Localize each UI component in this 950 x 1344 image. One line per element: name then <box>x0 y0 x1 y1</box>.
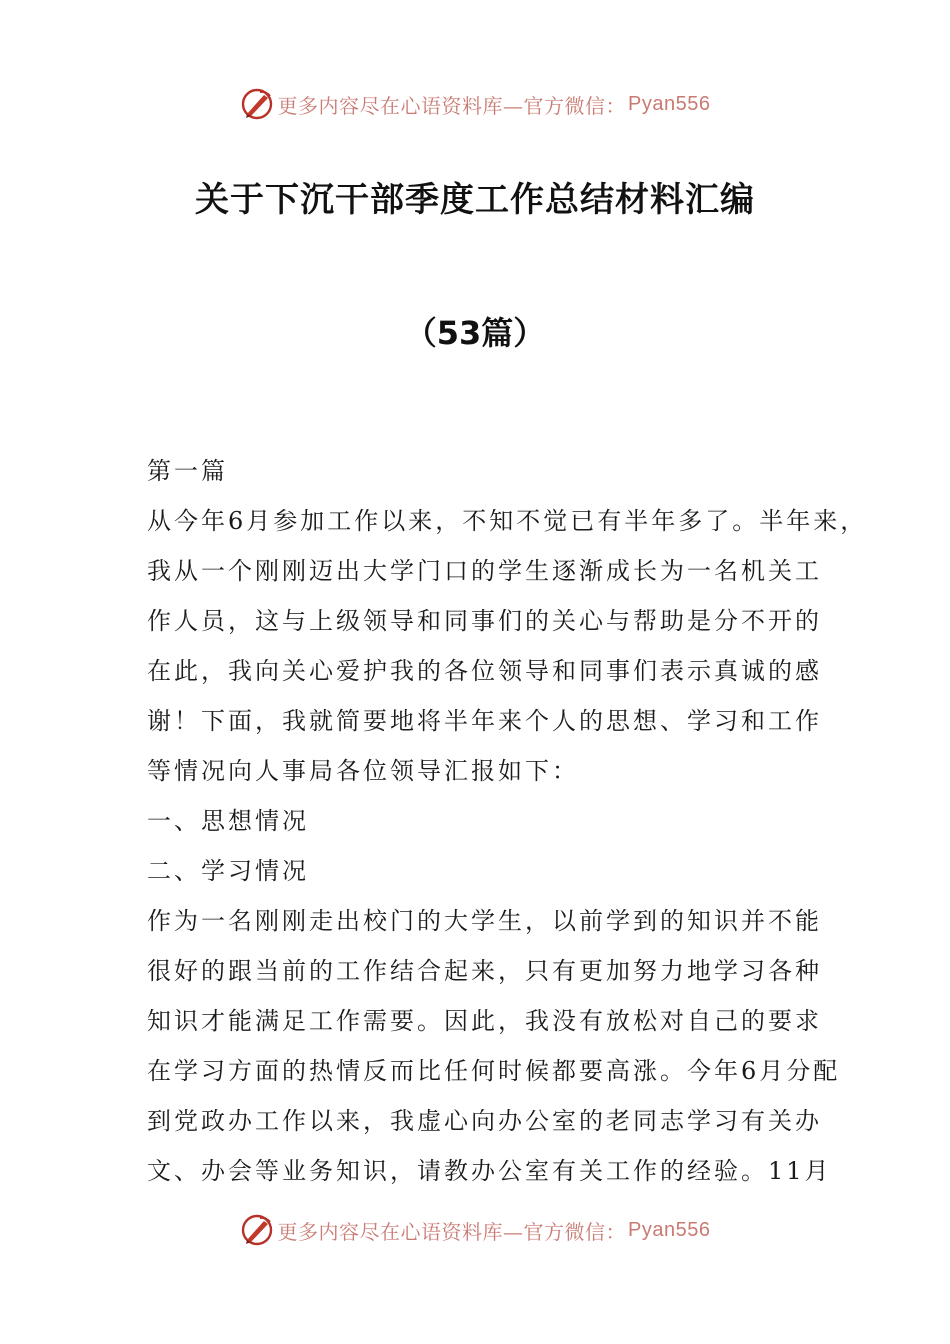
watermark-wechat-id: Pyan556 <box>628 1218 711 1241</box>
body-line: 第一篇 <box>147 457 228 485</box>
body-line: 等情况向人事局各位领导汇报如下： <box>147 757 579 785</box>
document-subtitle: （53篇） <box>404 314 546 352</box>
body-line: 在学习方面的热情反而比任何时候都要高涨。今年6月分配 <box>147 1057 841 1085</box>
body-line: 从今年6月参加工作以来，不知不觉已有半年多了。半年来， <box>147 507 868 535</box>
pen-logo-icon <box>240 1213 274 1247</box>
watermark-wechat-id: Pyan556 <box>628 92 711 115</box>
body-line: 文、办会等业务知识，请教办公室有关工作的经验。11月 <box>147 1157 832 1185</box>
watermark-text: 更多内容尽在心语资料库—官方微信： <box>277 93 627 118</box>
body-line: 我从一个刚刚迈出大学门口的学生逐渐成长为一名机关工 <box>147 557 822 585</box>
body-line: 二、学习情况 <box>147 857 309 885</box>
document-title: 关于下沉干部季度工作总结材料汇编 <box>195 180 755 220</box>
body-line: 在此，我向关心爱护我的各位领导和同事们表示真诚的感 <box>147 657 822 685</box>
body-line: 很好的跟当前的工作结合起来，只有更加努力地学习各种 <box>147 957 822 985</box>
body-line: 谢！下面，我就简要地将半年来个人的思想、学习和工作 <box>147 707 822 735</box>
body-line: 一、思想情况 <box>147 807 309 835</box>
watermark-text: 更多内容尽在心语资料库—官方微信： <box>277 1219 627 1244</box>
body-line: 到党政办工作以来，我虚心向办公室的老同志学习有关办 <box>147 1107 822 1135</box>
watermark-banner-top <box>0 84 950 124</box>
document-body <box>147 446 868 1196</box>
body-line: 作人员，这与上级领导和同事们的关心与帮助是分不开的 <box>147 607 822 635</box>
pen-logo-icon <box>240 87 274 121</box>
body-line: 知识才能满足工作需要。因此，我没有放松对自己的要求 <box>147 1007 822 1035</box>
watermark-banner-bottom <box>0 1210 950 1250</box>
body-line: 作为一名刚刚走出校门的大学生，以前学到的知识并不能 <box>147 907 822 935</box>
